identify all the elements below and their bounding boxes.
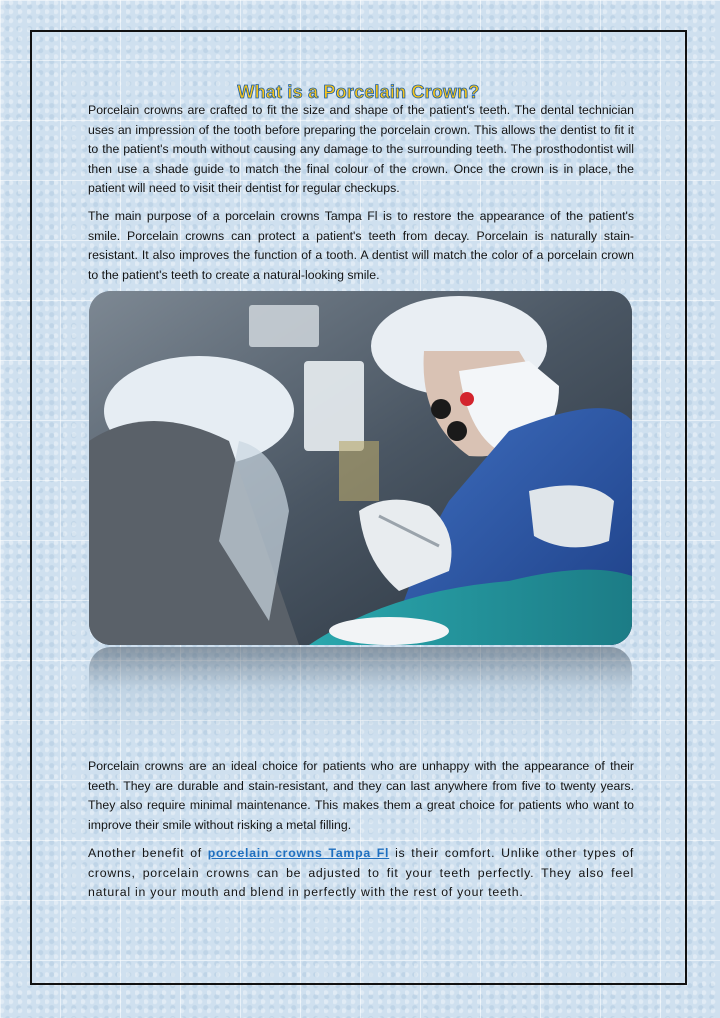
dental-procedure-photo: [89, 291, 632, 645]
photo-reflection: [89, 647, 632, 742]
porcelain-crowns-tampa-link[interactable]: porcelain crowns Tampa Fl: [207, 846, 390, 860]
page-frame: [30, 30, 687, 985]
paragraph-intro: Porcelain crowns are crafted to fit the size and shape of the patient's teeth. The dental technician uses an impression of the tooth before preparing the porcelain crown. This allows the dentist to fit it to the patient's mouth without causing any damage to the surrounding teeth. The prosthodontist will then use a shade guide to match the final colour of the crown. Once the crown is in place, the patient will need to visit their dentist for regular checkups.: [88, 103, 634, 195]
dentist-patient-illustration: [89, 291, 632, 645]
page-title: What is a Porcelain Crown?: [237, 82, 480, 103]
paragraph-purpose: The main purpose of a porcelain crowns Tampa Fl is to restore the appearance of the patient's smile. Porcelain crowns can protect a patient's teeth from decay. Porcelain is naturally stain-resistant. It also improves the function of a tooth. A dentist will match the color of a porcelain crown to the patient's teeth to create a natural-looking smile.: [88, 209, 634, 282]
comfort-text-start: Another benefit of: [88, 846, 208, 860]
paragraph-comfort: [88, 844, 634, 903]
paragraph-ideal-choice: Porcelain crowns are an ideal choice for patients who are unhappy with the appearance of their teeth. They are durable and stain-resistant, and they can last anywhere from five to twenty years. They also require minimal maintenance. This makes them a great choice for patients who want to improve their smile without risking a metal filling.: [88, 759, 634, 832]
comfort-text-end: is their comfort. Unlike other types of crowns, porcelain crowns can be adjusted to fit your teeth perfectly. They also feel natural in your mouth and blend in perfectly with the rest of your teeth.: [88, 846, 634, 899]
